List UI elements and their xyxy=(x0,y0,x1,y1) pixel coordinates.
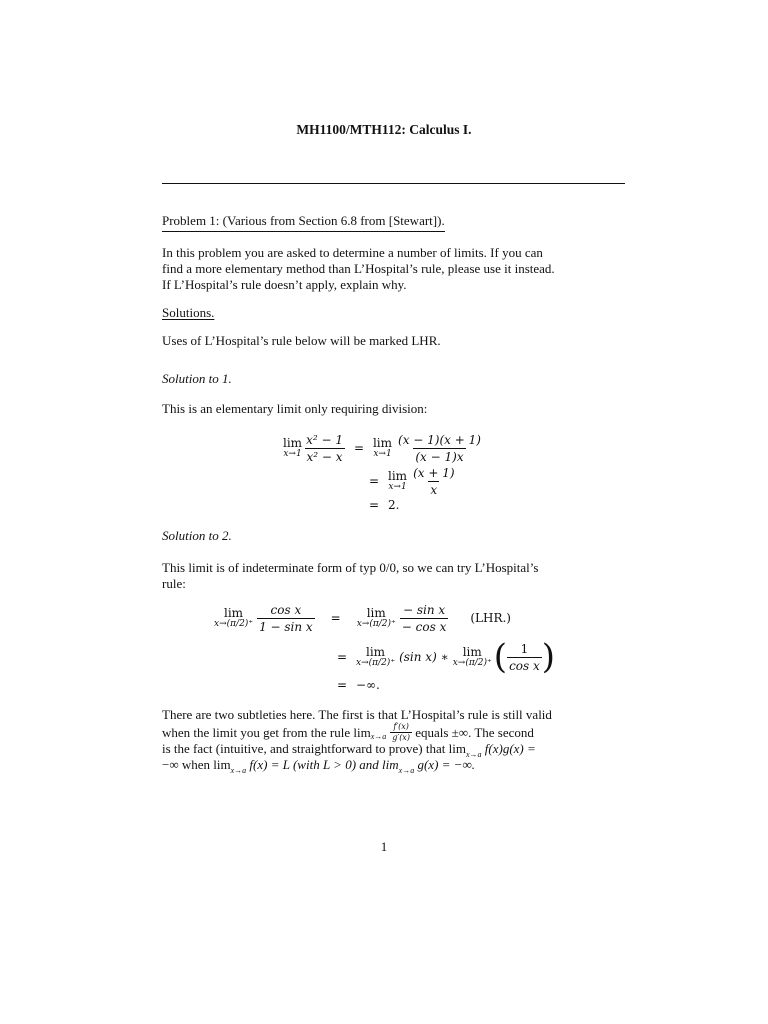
limit-operator: lim x→(π/2)⁺ xyxy=(356,645,396,668)
limit-operator: lim x→1 xyxy=(372,436,393,459)
fraction: $\frac{(x + 1)}{x}$ xyxy=(413,465,455,497)
horizontal-rule xyxy=(162,183,625,184)
fraction: $\frac{\text{− sin x}}{\text{− cos x}}$ xyxy=(401,602,447,634)
limit-operator: lim x→(π/2)⁺ xyxy=(452,645,492,668)
solution-2-equation-row-1: lim x→(π/2)⁺ $\frac{\text{cos x}}{\text{1 − sin x}}$ = lim x→(π/2)⁺ $\frac{\text{− sin x}}{\text{− cos x}}$ (LHR.) xyxy=(214,602,511,634)
intro-line-2: find a more elementary method than L’Hospital’s rule, please use it instead. xyxy=(162,261,555,276)
solutions-heading: Solutions. xyxy=(162,305,215,320)
remark-line-4: −∞ when $\lim_{x\to a} f(x) = L$ (with L > 0) and $\lim_{x\to a} g(x)$ = −∞. xyxy=(162,757,475,775)
solution-2-equation-row-2: = lim x→(π/2)⁺ (sin x) ∗ lim x→(π/2)⁺ ( $\frac{1}{\text{cos x}}$ ) xyxy=(336,637,556,677)
fraction: $\frac{(x - 1)(x + 1)}{(x - 1)x}$ xyxy=(398,432,481,464)
page-number: 1 xyxy=(380,839,388,854)
document-title: MH1100/MTH112: Calculus I. xyxy=(296,122,472,137)
limit-operator: lim x→1 xyxy=(283,436,303,459)
solution-2-text-1: This limit is of indeterminate form of typ 0/0, so we can try L’Hospital’s xyxy=(162,560,539,575)
fraction: $\frac{\text{cos x}}{\text{1 − sin x}}$ xyxy=(259,602,313,634)
solution-1-heading: Solution to 1. xyxy=(162,371,232,386)
lhr-tag: (LHR.) xyxy=(470,611,511,625)
fraction: $\frac{1}{\text{cos x}}$ xyxy=(509,641,540,673)
remark-line-1: There are two subtleties here. The first is that L’Hospital’s rule is still valid xyxy=(162,707,552,722)
fraction: $\frac{\text{x² − 1}}{\text{x² − x}}$ xyxy=(306,432,343,464)
limit-operator: lim x→(π/2)⁺ xyxy=(214,606,254,629)
intro-line-3: If L’Hospital’s rule doesn’t apply, explain why. xyxy=(162,277,407,292)
intro-line-1: In this problem you are asked to determine a number of limits. If you can xyxy=(162,245,543,260)
solution-2-heading: Solution to 2. xyxy=(162,528,232,543)
limit-operator: lim x→1 xyxy=(388,469,408,492)
fraction: $\frac{f'(x)}{g'(x)}$ xyxy=(392,722,410,742)
remark-line-3: is the fact (intuitive, and straightforward to prove) that $\lim_{x\to a} f(x)g(x)$ = xyxy=(162,741,536,759)
solution-1-equation-row-2: = lim x→1 $\frac{(x + 1)}{x}$ xyxy=(368,465,455,497)
limit-operator: lim x→(π/2)⁺ xyxy=(356,606,396,629)
remark-line-2: when the limit you get from the rule lim x→a $\frac{f'(x)}{g'(x)}$ equals ±∞. The second xyxy=(162,722,534,742)
solutions-note: Uses of L’Hospital’s rule below will be marked LHR. xyxy=(162,333,441,348)
solution-2-equation-row-3: = −∞. xyxy=(336,678,380,692)
solution-1-text: This is an elementary limit only requiring division: xyxy=(162,401,428,416)
problem-heading: Problem 1: (Various from Section 6.8 from [Stewart]). xyxy=(162,213,445,232)
solution-2-text-2: rule: xyxy=(162,576,186,591)
solution-1-equation-row-3: = 2. xyxy=(368,498,400,512)
solution-1-equation-row-1: lim x→1 $\frac{\text{x² − 1}}{\text{x² − x}}$ = lim x→1 $\frac{(x - 1)(x + 1)}{(x - 1)x}$ xyxy=(283,432,481,464)
